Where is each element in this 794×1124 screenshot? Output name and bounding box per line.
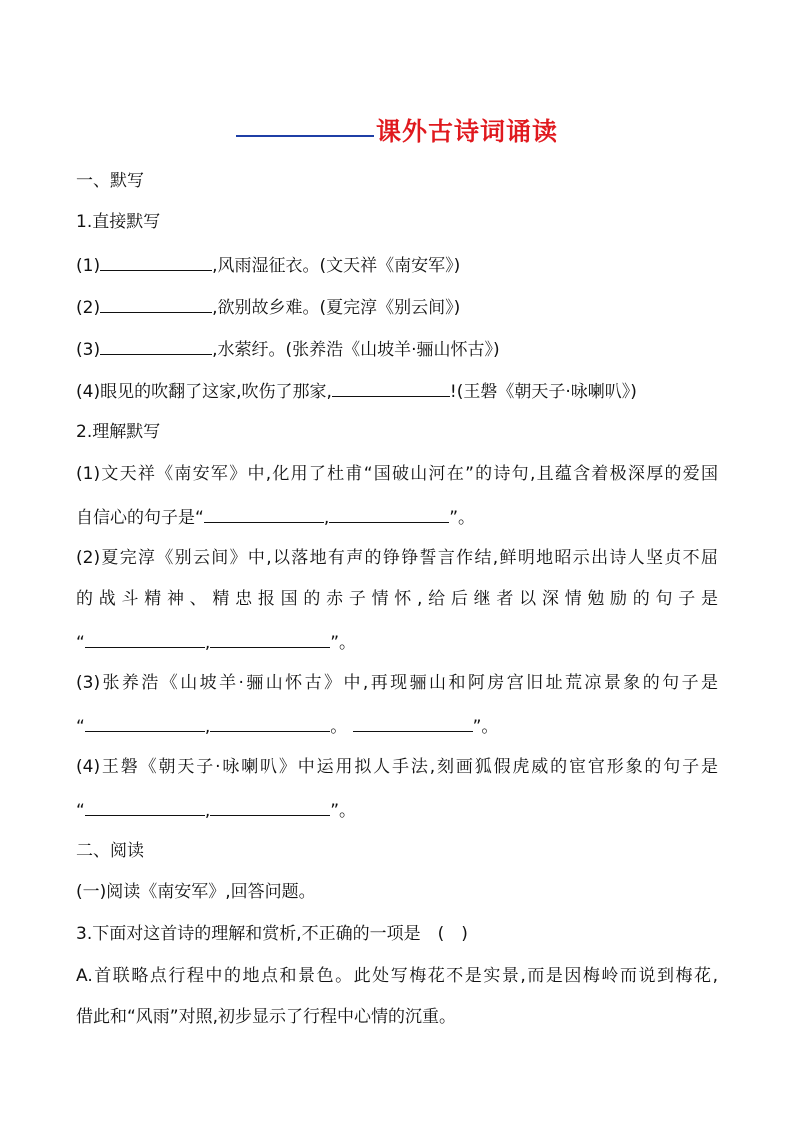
question-2-2-line2: 的战斗精神、精忠报国的赤子情怀,给后继者以深情勉励的句子是 bbox=[76, 589, 718, 609]
item-number: (1) bbox=[76, 256, 101, 276]
answer-blank[interactable] bbox=[210, 798, 330, 816]
close-quote: ”。 bbox=[330, 801, 357, 821]
reading-passage-1-heading: (一)阅读《南安军》,回答问题。 bbox=[76, 882, 316, 902]
answer-blank[interactable] bbox=[100, 295, 212, 313]
question-2-3-line1: (3)张养浩《山坡羊·骊山怀古》中,再现骊山和阿房宫旧址荒凉景象的句子是 bbox=[76, 673, 718, 693]
comma: , bbox=[204, 801, 211, 821]
answer-blank[interactable] bbox=[210, 630, 330, 648]
question-2-3-line2 bbox=[76, 714, 498, 738]
question-2-heading: 2.理解默写 bbox=[76, 422, 161, 442]
title-row bbox=[0, 112, 794, 148]
title-blank-line bbox=[236, 135, 374, 137]
close-quote: ”。 bbox=[449, 508, 476, 528]
answer-blank[interactable] bbox=[100, 253, 212, 271]
comma: , bbox=[204, 633, 211, 653]
question-2-4-line1: (4)王磐《朝天子·咏喇叭》中运用拟人手法,刻画狐假虎威的宦官形象的句子是 bbox=[76, 757, 718, 777]
item-number: (2) bbox=[76, 298, 101, 318]
item-text: ,风雨湿征衣。(文天祥《南安军》) bbox=[212, 256, 461, 276]
question-2-1-line2 bbox=[76, 505, 475, 529]
answer-blank[interactable] bbox=[329, 505, 449, 523]
section-heading-dictation: 一、默写 bbox=[76, 171, 144, 191]
answer-blank[interactable] bbox=[100, 337, 212, 355]
close-quote: ”。 bbox=[472, 717, 499, 737]
page-title: 课外古诗词诵读 bbox=[375, 117, 558, 146]
close-quote: ”。 bbox=[330, 633, 357, 653]
section-heading-reading: 二、阅读 bbox=[76, 841, 144, 861]
answer-blank[interactable] bbox=[85, 630, 205, 648]
open-quote: “ bbox=[76, 633, 85, 653]
item-text-before: (4)眼见的吹翻了这家,吹伤了那家, bbox=[76, 382, 332, 402]
option-a-line2: 借此和“风雨”对照,初步显示了行程中心情的沉重。 bbox=[76, 1007, 457, 1027]
comma: , bbox=[204, 717, 211, 737]
question-2-2-line3 bbox=[76, 630, 356, 654]
item-text: ,欲别故乡难。(夏完淳《别云间》) bbox=[212, 298, 461, 318]
open-quote: “ bbox=[76, 801, 85, 821]
open-quote: “ bbox=[76, 717, 85, 737]
answer-blank[interactable] bbox=[353, 714, 473, 732]
question-1-1 bbox=[76, 253, 460, 277]
item-text: 自信心的句子是“ bbox=[76, 508, 204, 528]
question-2-4-line2 bbox=[76, 798, 356, 822]
question-1-heading: 1.直接默写 bbox=[76, 212, 161, 232]
answer-blank[interactable] bbox=[204, 505, 324, 523]
comma: , bbox=[323, 508, 330, 528]
item-number: (3) bbox=[76, 340, 101, 360]
item-text-after: !(王磐《朝天子·咏喇叭》) bbox=[449, 382, 637, 402]
answer-blank[interactable] bbox=[210, 714, 330, 732]
answer-blank[interactable] bbox=[85, 714, 205, 732]
question-1-4 bbox=[76, 379, 637, 403]
question-2-1-line1: (1)文天祥《南安军》中,化用了杜甫“国破山河在”的诗句,且蕴含着极深厚的爱国 bbox=[76, 464, 718, 484]
option-a-line1: A.首联略点行程中的地点和景色。此处写梅花不是实景,而是因梅岭而说到梅花, bbox=[76, 966, 718, 986]
question-1-3 bbox=[76, 337, 500, 361]
question-1-2 bbox=[76, 295, 460, 319]
answer-blank[interactable] bbox=[332, 379, 450, 397]
question-2-2-line1: (2)夏完淳《别云间》中,以落地有声的铮铮誓言作结,鲜明地昭示出诗人坚贞不屈 bbox=[76, 548, 718, 568]
answer-blank[interactable] bbox=[85, 798, 205, 816]
period: 。 bbox=[330, 717, 348, 737]
question-3: 3.下面对这首诗的理解和赏析,不正确的一项是 ( ) bbox=[76, 924, 468, 944]
item-text: ,水萦纡。(张养浩《山坡羊·骊山怀古》) bbox=[212, 340, 500, 360]
